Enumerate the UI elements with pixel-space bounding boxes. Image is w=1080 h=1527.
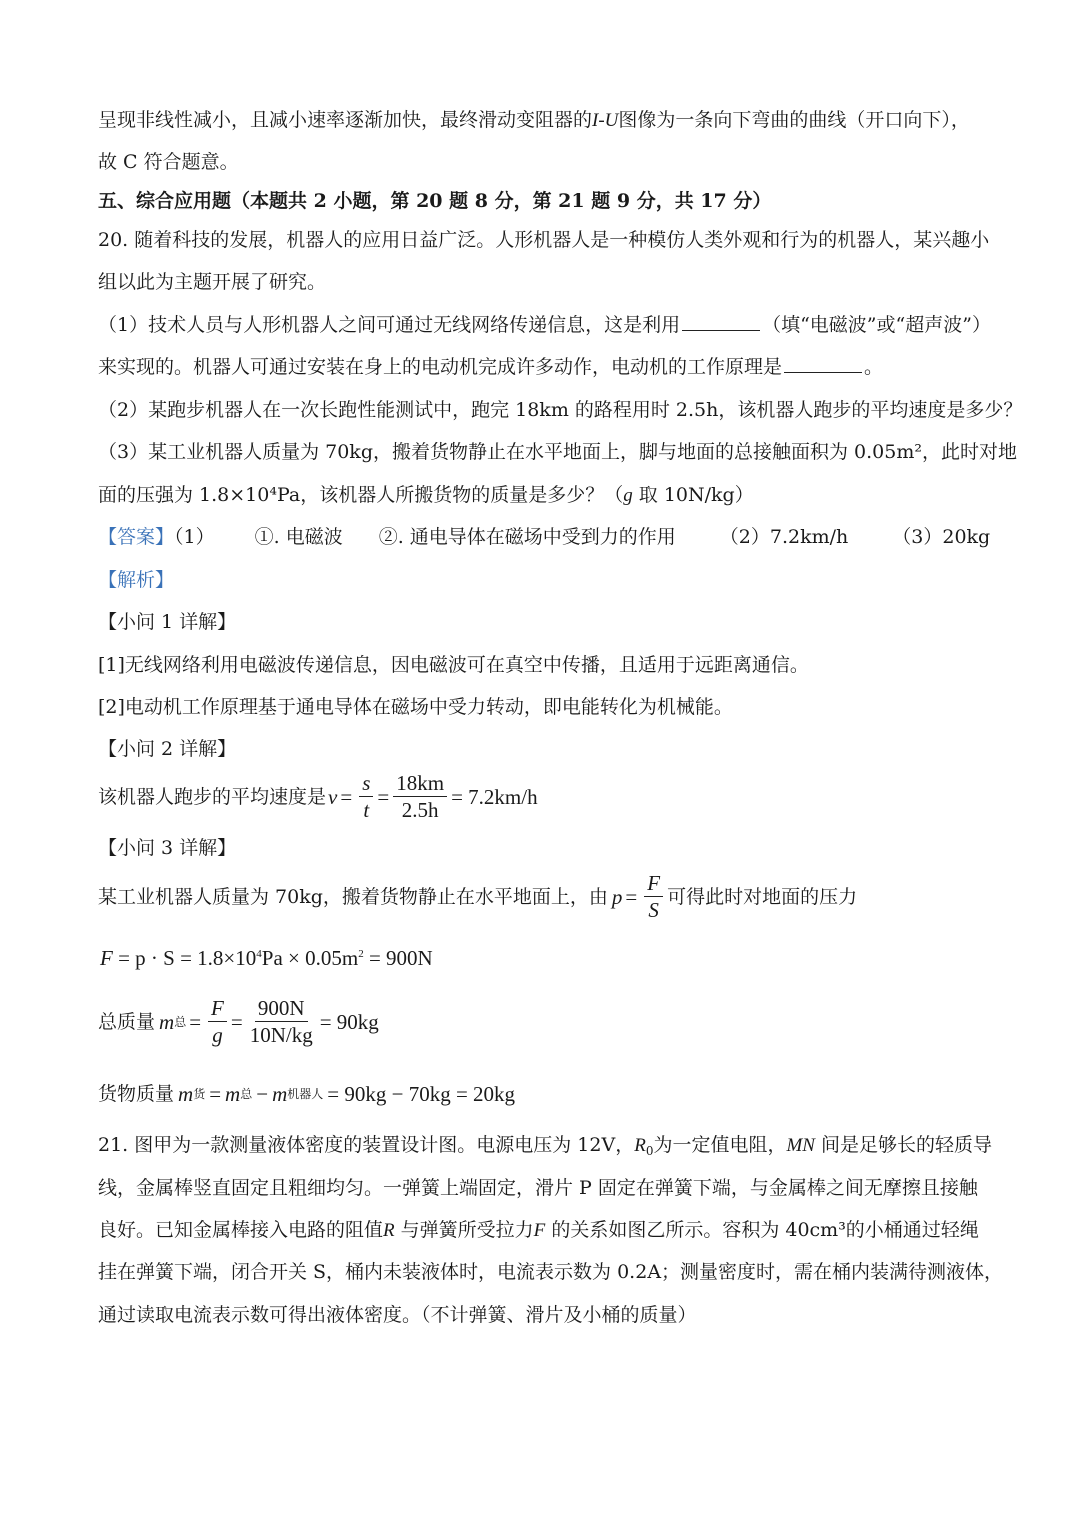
q20-part3-line1: （3）某工业机器人质量为 70kg，搬着货物静止在水平地面上，脚与地面的总接触面积为 0.05m²，此时对地 bbox=[98, 441, 1017, 463]
total-mass-equation: 总质量 m 总 = $\frac{F}{g}$ = $\frac{900N}{10N/kg}$ = 90kg bbox=[98, 996, 379, 1047]
q21-line-1: 21. 图甲为一款测量液体密度的装置设计图。电源电压为 12V，$R_0$为一定值电阻，MN 间是足够长的轻质导 bbox=[98, 1134, 993, 1158]
q21-line-3: 良好。已知金属棒接入电路的阻值R 与弹簧所受拉力F 的关系如图乙所示。容积为 40cm³的小桶通过轻绳 bbox=[98, 1219, 979, 1241]
q21-line-5: 通过读取电流表示数可得出液体密度。（不计弹簧、滑片及小桶的质量） bbox=[98, 1304, 697, 1326]
sub1-line-1: [1]无线网络利用电磁波传递信息，因电磁波可在真空中传播，且适用于远距离通信。 bbox=[98, 654, 809, 676]
sub3-intro: 某工业机器人质量为 70kg，搬着货物静止在水平地面上，由 p = $\frac{F}{S}$ 可得此时对地面的压力 bbox=[98, 871, 858, 922]
fraction-F-over-g: $\frac{F}{g}$ bbox=[208, 995, 227, 1048]
q21-line-2: 线，金属棒竖直固定且粗细均匀。一弹簧上端固定，滑片 P 固定在弹簧下端，与金属棒之间无摩擦且接触 bbox=[98, 1177, 978, 1199]
analysis-tag: 【解析】 bbox=[98, 569, 175, 591]
answer-blank-1 bbox=[682, 312, 760, 331]
sub2-equation: 该机器人跑步的平均速度是 v = $\frac{s}{t}$ = $\frac{18km}{2.5h}$ = 7.2km/h bbox=[98, 771, 538, 822]
fraction-900N-over-g: $\frac{900N}{10N/kg}$ bbox=[249, 996, 313, 1047]
q20-stem-1: 20. 随着科技的发展，机器人的应用日益广泛。人形机器人是一种模仿人类外观和行为的机器人，某兴趣小 bbox=[98, 229, 990, 251]
answer-line: 【答案】（1） ①. 电磁波 ②. 通电导体在磁场中受到力的作用 （2）7.2km/h （3）20kg bbox=[98, 526, 991, 548]
fraction-F-over-S: $\frac{F}{S}$ bbox=[644, 870, 663, 923]
q20-part1-line1: （1）技术人员与人形机器人之间可通过无线网络传递信息，这是利用 （填“电磁波”或“超声波”） bbox=[98, 314, 991, 336]
sub1-title: 【小问 1 详解】 bbox=[98, 611, 237, 633]
sub3-title: 【小问 3 详解】 bbox=[98, 837, 237, 859]
fraction-distance-over-time: $\frac{18km}{2.5h}$ bbox=[393, 770, 447, 823]
q20-part1-line2: 来实现的。机器人可通过安装在身上的电动机完成许多动作，电动机的工作原理是 。 bbox=[98, 356, 884, 378]
fraction-s-over-t: $\frac{s}{t}$ bbox=[359, 770, 373, 823]
q20-part2: （2）某跑步机器人在一次长跑性能测试中，跑完 18km 的路程用时 2.5h，该机器人跑步的平均速度是多少？ bbox=[98, 399, 1023, 421]
section-heading: 五、综合应用题（本题共 2 小题，第 20 题 8 分，第 21 题 9 分，共 17 分） bbox=[98, 190, 772, 212]
q20-part3-line2: 面的压强为 1.8×10⁴Pa，该机器人所搬货物的质量是多少？（g 取 10N/kg） bbox=[98, 484, 754, 506]
q21-line-4: 挂在弹簧下端，闭合开关 S，桶内未装液体时，电流表示数为 0.2A；测量密度时，需在桶内装满待测液体， bbox=[98, 1261, 1004, 1283]
intro-line-2: 故 C 符合题意。 bbox=[98, 151, 239, 173]
answer-tag: 【答案】 bbox=[98, 526, 175, 548]
sub2-title: 【小问 2 详解】 bbox=[98, 738, 237, 760]
cargo-mass-equation: 货物质量 m 货 = m 总 − m 机器人 = 90kg − 70kg = 20kg bbox=[98, 1082, 516, 1106]
intro-line-1: 呈现非线性减小，且减小速率逐渐加快，最终滑动变阻器的I-U图像为一条向下弯曲的曲线（开口向下）， bbox=[98, 109, 970, 131]
sub1-line-2: [2]电动机工作原理基于通电导体在磁场中受力转动，即电能转化为机械能。 bbox=[98, 696, 733, 718]
force-equation: $F = p \cdot S = 1.8\times 10^4Pa \times 0.05m^2 = 900N$ bbox=[100, 946, 433, 970]
answer-blank-2 bbox=[784, 354, 862, 373]
q20-stem-2: 组以此为主题开展了研究。 bbox=[98, 271, 327, 293]
